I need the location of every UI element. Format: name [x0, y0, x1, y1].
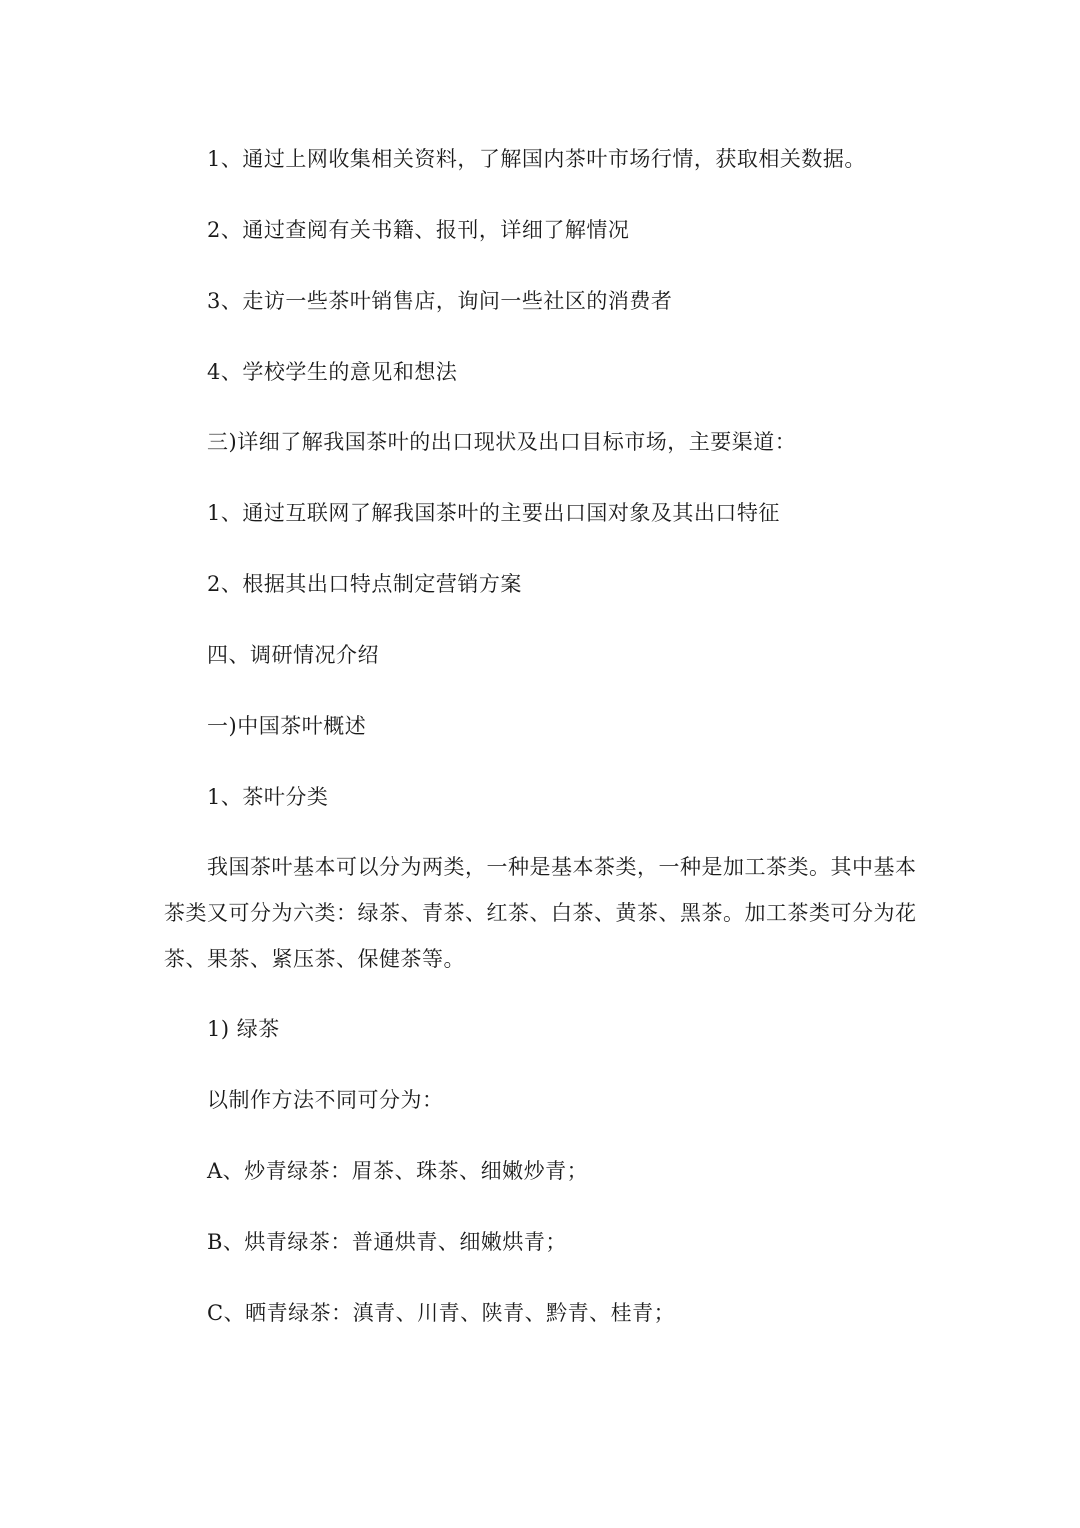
text-line-books: 2、通过查阅有关书籍、报刊，详细了解情况 — [207, 218, 630, 242]
text-line-internet: 1、通过互联网了解我国茶叶的主要出口国对象及其出口特征 — [207, 501, 780, 525]
text-line-marketing-plan: 2、根据其出口特点制定营销方案 — [207, 572, 522, 596]
section-heading-survey: 四、调研情况介绍 — [207, 643, 379, 667]
text-line-methods: 以制作方法不同可分为： — [207, 1088, 444, 1112]
list-item-c: C、晒青绿茶：滇青、川青、陕青、黔青、桂青； — [207, 1301, 676, 1325]
list-item-b: B、烘青绿茶：普通烘青、细嫩烘青； — [207, 1230, 567, 1254]
body-paragraph-classification: 我国茶叶基本可以分为两类，一种是基本茶类，一种是加工茶类。其中基本茶类又可分为六类：绿茶、青茶、红茶、白茶、黄茶、黑茶。加工茶类可分为花茶、果茶、紧压茶、保健茶等。 — [164, 855, 917, 971]
section-heading-export: 三)详细了解我国茶叶的出口现状及出口目标市场，主要渠道： — [207, 430, 797, 454]
subsection-heading-overview: 一)中国茶叶概述 — [207, 714, 367, 738]
text-line-collect-data: 1、通过上网收集相关资料，了解国内茶叶市场行情，获取相关数据。 — [207, 147, 866, 171]
text-line-students: 4、学校学生的意见和想法 — [207, 360, 458, 384]
subsection-heading-classification: 1、茶叶分类 — [207, 785, 329, 809]
list-heading-green-tea: 1) 绿茶 — [207, 1017, 280, 1041]
text-line-visit-stores: 3、走访一些茶叶销售店，询问一些社区的消费者 — [207, 289, 673, 313]
list-item-a: A、炒青绿茶：眉茶、珠茶、细嫩炒青； — [207, 1159, 589, 1183]
